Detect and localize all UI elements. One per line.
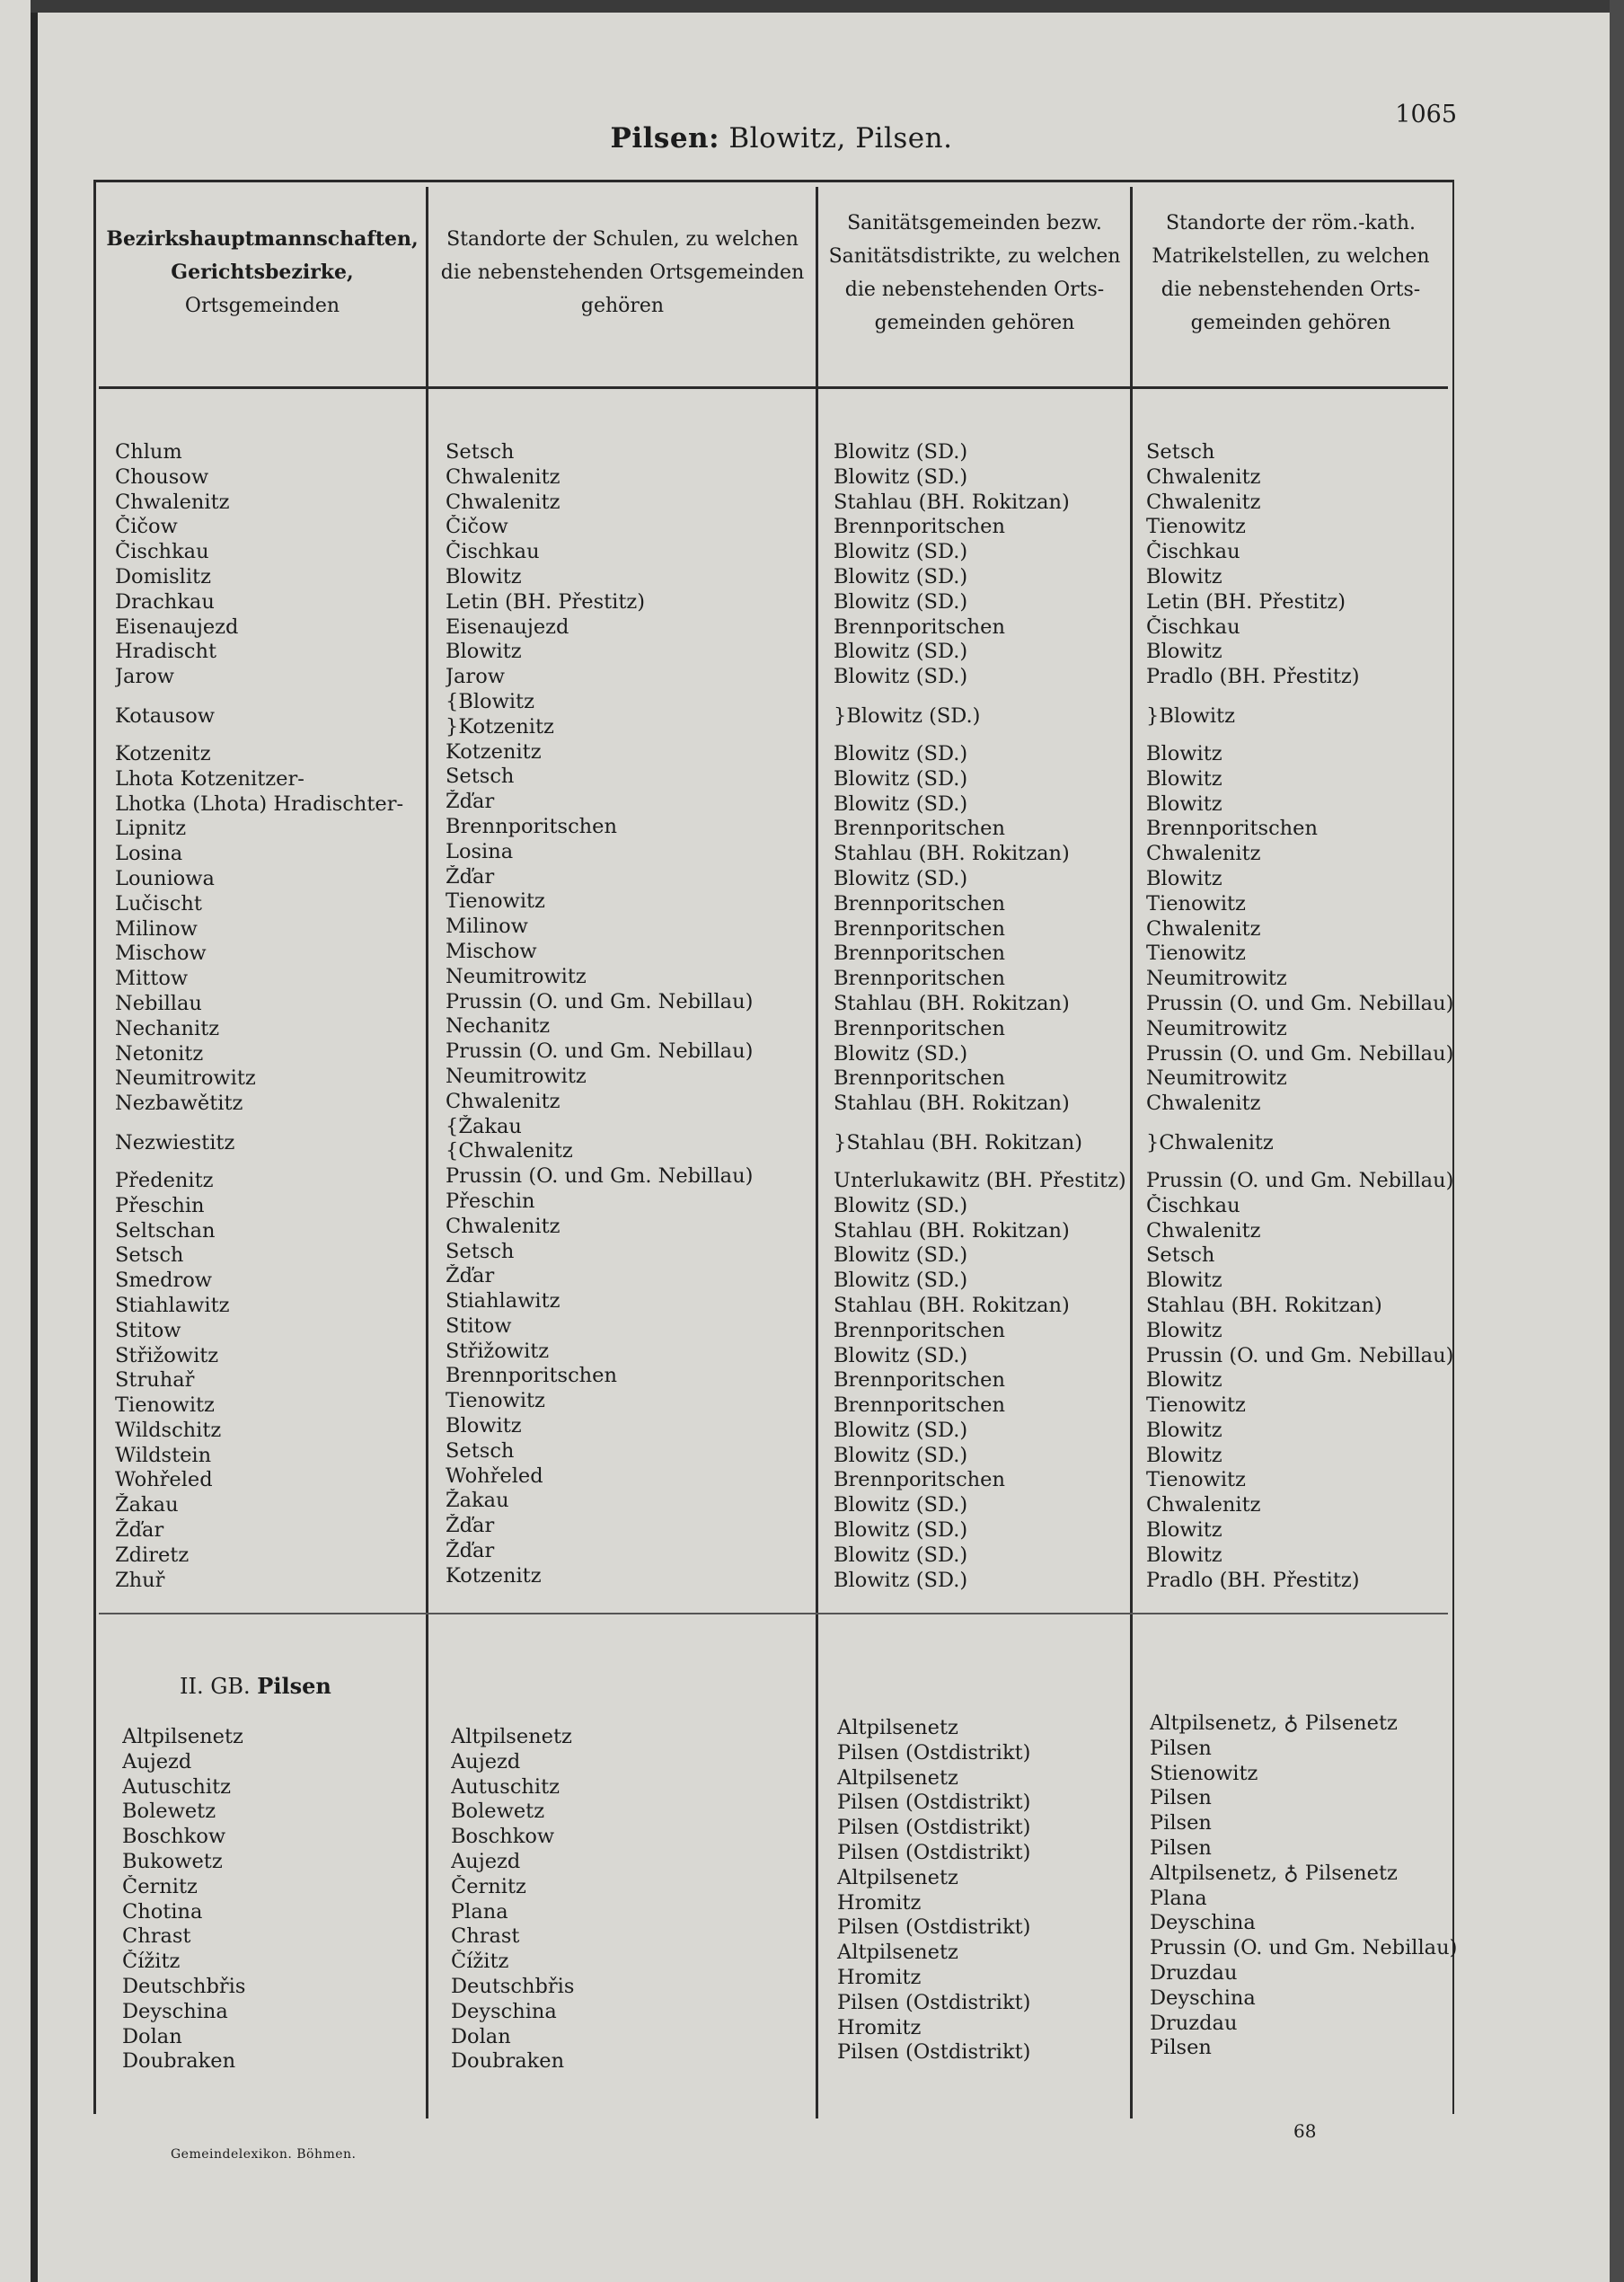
table-cell: Kotzenitz [446, 1563, 542, 1588]
table-cell: Setsch [446, 1239, 515, 1263]
section2-title [180, 1673, 331, 1699]
table-cell: Blowitz (SD.) [834, 766, 968, 791]
table-cell: Tienowitz [1146, 942, 1246, 966]
section1-matrikel-column [1146, 440, 1453, 1593]
table-cell: Deyschina [1150, 1911, 1256, 1935]
table-cell: Chwalenitz [115, 490, 230, 514]
table-cell: Setsch [446, 1438, 515, 1463]
table-cell: Brennporitschen [834, 515, 1005, 539]
table-cell: Bukowetz [122, 1849, 223, 1873]
table-cell: Žďar [446, 1539, 495, 1563]
table-cell: Blowitz [1146, 1418, 1222, 1442]
table-cell: Blowitz [446, 564, 522, 588]
header-rule [99, 386, 1448, 389]
table-cell: Chrast [122, 1924, 191, 1949]
table-cell: Altpilsenetz [122, 1725, 243, 1748]
table-cell: Blowitz (SD.) [834, 1418, 968, 1442]
table-cell: Neumitrowitz [115, 1066, 256, 1091]
table-cell: Pradlo (BH. Přestitz) [1146, 665, 1360, 689]
table-cell: Jarow [446, 665, 505, 689]
table-cell: Stahlau (BH. Rokitzan) [834, 991, 1070, 1015]
table-cell: Milinow [446, 915, 528, 939]
table-cell: Blowitz [1146, 640, 1222, 664]
table-cell: {Blowitz [446, 689, 534, 713]
table-cell: Čížitz [451, 1950, 509, 1974]
table-cell: Chwalenitz [1146, 1218, 1261, 1243]
section2-title-prefix: II. GB. [180, 1674, 251, 1699]
section1-schulen-column [446, 440, 753, 1589]
page-title-bold: Pilsen: [610, 122, 720, 155]
table-cell: Přeschin [446, 1189, 535, 1213]
table-cell: Čischkau [446, 540, 540, 564]
table-cell: Brennporitschen [834, 1066, 1005, 1091]
table-cell: Altpilsenetz, ♁ Pilsenetz [1150, 1861, 1398, 1885]
table-cell: Čičow [446, 515, 508, 539]
table-cell: Blowitz (SD.) [834, 640, 968, 664]
table-cell: Pilsen (Ostdistrikt) [837, 1840, 1031, 1864]
table-cell: Brennporitschen [834, 891, 1005, 915]
table-cell: Aujezd [451, 1849, 521, 1873]
table-cell: Chwalenitz [1146, 1092, 1261, 1116]
table-cell: Stahlau (BH. Rokitzan) [834, 1092, 1070, 1116]
table-cell: Hromitz [837, 1890, 922, 1915]
table-cell: Žďar [446, 1264, 495, 1288]
table-cell: Chwalenitz [1146, 916, 1261, 941]
table-cell: Unterlukawitz (BH. Přestitz) [834, 1168, 1126, 1192]
table-cell: Pilsen [1150, 1835, 1212, 1860]
table-cell: Zdiretz [115, 1543, 190, 1567]
table-cell: }Blowitz [1146, 703, 1235, 728]
table-cell: Čischkau [115, 540, 209, 564]
table-cell: Blowitz (SD.) [834, 540, 968, 564]
table-cell: Nezwiestitz [115, 1130, 235, 1154]
table-cell: Žďar [446, 1514, 495, 1538]
table-cell: Chwalenitz [446, 1089, 560, 1113]
table-cell: Wildstein [115, 1443, 212, 1467]
table-cell: Milinow [115, 916, 198, 941]
table-cell: Střižowitz [115, 1343, 219, 1367]
table-cell: Tienowitz [1146, 1393, 1246, 1418]
footer-source: Gemeindelexikon. Böhmen. [171, 2147, 357, 2162]
table-cell: Stahlau (BH. Rokitzan) [834, 1218, 1070, 1243]
table-cell: Tienowitz [446, 889, 545, 914]
section2-title-bold: Pilsen [257, 1673, 331, 1699]
table-cell: Blowitz (SD.) [834, 1343, 968, 1367]
section2-schulen-column [451, 1725, 574, 2074]
table-cell: Brennporitschen [834, 942, 1005, 966]
table-cell: Brennporitschen [834, 1393, 1005, 1418]
table-cell: Prussin (O. und Gm. Nebillau) [1146, 1343, 1454, 1367]
table-cell: {Žakau [446, 1114, 522, 1138]
column-header-line: die nebenstehenden Orts- [1161, 279, 1421, 301]
table-cell: Brennporitschen [834, 1318, 1005, 1342]
table-cell: Setsch [1146, 440, 1215, 464]
table-cell: Setsch [115, 1243, 184, 1268]
table-cell: Prussin (O. und Gm. Nebillau) [446, 989, 754, 1013]
table-cell: Dolan [451, 2024, 511, 2048]
table-cell: Neumitrowitz [1146, 1016, 1287, 1040]
table-cell: Letin (BH. Přestitz) [1146, 589, 1346, 614]
table-cell: Plana [451, 1899, 508, 1924]
column-header-line: die nebenstehenden Ortsgemeinden [440, 261, 805, 284]
table-cell: Altpilsenetz [837, 1765, 958, 1790]
table-cell: Lipnitz [115, 817, 187, 841]
table-cell: Altpilsenetz [837, 1941, 958, 1965]
table-cell: Mischow [446, 939, 537, 963]
table-cell: Neumitrowitz [446, 964, 587, 988]
table-cell: Pilsen [1150, 1811, 1212, 1835]
table-cell: Mittow [115, 967, 189, 991]
table-cell: Čischkau [1146, 615, 1240, 639]
table-cell: Hromitz [837, 2015, 922, 2039]
table-cell: Pradlo (BH. Přestitz) [1146, 1568, 1360, 1592]
table-cell: Brennporitschen [834, 967, 1005, 991]
table-cell: Chwalenitz [1146, 490, 1261, 514]
table-cell: Autuschitz [122, 1774, 232, 1799]
table-cell: Střižowitz [446, 1339, 550, 1363]
section2-ortsgemeinden-column [122, 1725, 245, 2074]
table-cell: Stiahlawitz [115, 1293, 230, 1317]
table-cell: Doubraken [122, 2049, 236, 2074]
column-header-line: gemeinden gehören [1190, 312, 1391, 334]
table-cell: Lhota Kotzenitzer- [115, 766, 304, 791]
right-edge-shadow [1610, 0, 1624, 2282]
table-cell: Blowitz [1146, 1443, 1222, 1467]
table-cell: Pilsen [1150, 1786, 1212, 1810]
table-cell: Struhař [115, 1368, 195, 1393]
table-cell: Chwalenitz [446, 1214, 560, 1238]
column-divider-3 [1130, 187, 1133, 2118]
table-cell: Zhuř [115, 1568, 165, 1592]
table-cell: Hromitz [837, 1965, 922, 1989]
table-cell: Stahlau (BH. Rokitzan) [1146, 1293, 1382, 1317]
table-cell: Chousow [115, 464, 209, 489]
table-cell: Setsch [1146, 1243, 1215, 1268]
table-cell: Seltschan [115, 1218, 216, 1243]
table-cell: Aujezd [122, 1749, 192, 1773]
top-edge-shadow [31, 0, 1624, 13]
table-cell: Nechanitz [446, 1014, 551, 1039]
table-cell: Čischkau [1146, 1193, 1240, 1217]
table-cell: Netonitz [115, 1041, 204, 1066]
table-cell: Tienowitz [1146, 1468, 1246, 1492]
column-header-line: die nebenstehenden Orts- [844, 279, 1105, 301]
table-cell: Prussin (O. und Gm. Nebillau) [1146, 1041, 1454, 1066]
table-cell: Žakau [115, 1493, 179, 1517]
table-cell: Aujezd [451, 1749, 521, 1773]
table-cell: Chotina [122, 1899, 203, 1924]
table-cell: Blowitz [446, 640, 522, 664]
table-cell: Drachkau [115, 589, 215, 614]
table-cell: Lhotka (Lhota) Hradischter- [115, 792, 404, 816]
column-header-schulen [429, 223, 816, 323]
table-cell: Blowitz (SD.) [834, 589, 968, 614]
table-cell: Brennporitschen [834, 1368, 1005, 1393]
table-cell: Blowitz [1146, 1269, 1222, 1293]
column-header-matrikel [1134, 207, 1448, 340]
table-cell: Prussin (O. und Gm. Nebillau) [446, 1039, 754, 1064]
book-spine-shadow [31, 0, 38, 2282]
table-cell: Blowitz (SD.) [834, 1269, 968, 1293]
column-header-line: Sanitätsdistrikte, zu welchen [828, 245, 1121, 268]
table-cell: Žďar [446, 790, 495, 814]
table-cell: Smedrow [115, 1269, 213, 1293]
table-cell: Žďar [446, 864, 495, 889]
table-cell: Nebillau [115, 991, 202, 1015]
table-cell: Tienowitz [1146, 891, 1246, 915]
table-cell: Chwalenitz [1146, 842, 1261, 866]
table-cell: Pilsen (Ostdistrikt) [837, 2040, 1031, 2065]
column-header-sanitaet [819, 207, 1130, 340]
table-cell: Blowitz (SD.) [834, 665, 968, 689]
table-cell: Černitz [451, 1874, 526, 1898]
table-cell: Blowitz [1146, 1518, 1222, 1543]
table-cell: Blowitz [1146, 1543, 1222, 1567]
table-cell: Setsch [446, 765, 515, 789]
table-cell: Bolewetz [451, 1800, 545, 1824]
table-cell: Neumitrowitz [446, 1064, 587, 1088]
table-cell: Blowitz [1146, 564, 1222, 588]
table-cell: }Kotzenitz [446, 714, 554, 739]
table-cell: Blowitz [1146, 741, 1222, 765]
table-cell: Altpilsenetz [451, 1725, 572, 1748]
table-cell: Jarow [115, 665, 174, 689]
table-cell: }Blowitz (SD.) [834, 703, 981, 728]
table-cell: Kotzenitz [115, 741, 211, 765]
table-cell: Chlum [115, 440, 182, 464]
table-cell: Brennporitschen [834, 817, 1005, 841]
table-cell: Stitow [115, 1318, 181, 1342]
footer-signature: 68 [1293, 2120, 1317, 2142]
table-cell: Blowitz (SD.) [834, 1041, 968, 1066]
table-cell: Louniowa [115, 866, 215, 890]
table-cell: Pilsen (Ostdistrikt) [837, 1791, 1031, 1815]
table-cell: Chwalenitz [446, 464, 560, 489]
section1-ortsgemeinden-column [115, 440, 403, 1593]
table-cell: Přeschin [115, 1193, 205, 1217]
page-number: 1065 [1395, 101, 1457, 128]
table-cell: Brennporitschen [834, 615, 1005, 639]
table-cell: Blowitz [1146, 1368, 1222, 1393]
section1-sanitaet-column [834, 440, 1126, 1593]
table-cell: {Chwalenitz [446, 1139, 573, 1163]
table-cell: Blowitz (SD.) [834, 1243, 968, 1268]
table-cell: Tienowitz [115, 1393, 215, 1418]
table-cell: Losina [115, 842, 183, 866]
table-cell: Pilsen (Ostdistrikt) [837, 1740, 1031, 1765]
table-cell: Wohřeled [115, 1468, 213, 1492]
table-cell: Žakau [446, 1489, 509, 1513]
table-cell: Domislitz [115, 564, 211, 588]
table-cell: Brennporitschen [834, 1468, 1005, 1492]
table-cell: Doubraken [451, 2049, 565, 2074]
table-cell: Pilsen (Ostdistrikt) [837, 1990, 1031, 2014]
table-cell: Pilsen (Ostdistrikt) [837, 1816, 1031, 1840]
table-cell: Blowitz [1146, 792, 1222, 816]
column-header-line: Bezirkshauptmannschaften, [106, 227, 419, 251]
table-cell: Deyschina [451, 1999, 557, 2023]
table-cell: Blowitz [446, 1414, 522, 1438]
table-cell: Černitz [122, 1874, 198, 1898]
table-cell: Nechanitz [115, 1016, 220, 1040]
table-cell: Setsch [446, 440, 515, 464]
table-cell: Plana [1150, 1886, 1207, 1910]
table-cell: Prussin (O. und Gm. Nebillau) [1146, 991, 1454, 1015]
column-header-line: Matrikelstellen, zu welchen [1152, 245, 1430, 268]
table-cell: Stitow [446, 1313, 512, 1338]
column-divider-2 [816, 187, 818, 2118]
table-cell: Chwalenitz [1146, 464, 1261, 489]
table-cell: Boschkow [451, 1825, 555, 1849]
table-cell: Eisenaujezd [115, 615, 239, 639]
table-cell: Letin (BH. Přestitz) [446, 589, 646, 614]
table-cell: Deutschbřis [451, 1974, 575, 1998]
table-cell: Blowitz [1146, 1318, 1222, 1342]
table-cell: Blowitz (SD.) [834, 1493, 968, 1517]
section2-matrikel-column [1150, 1712, 1457, 2061]
table-cell: Mischow [115, 942, 207, 966]
table-cell: Brennporitschen [446, 1364, 617, 1388]
table-cell: Čížitz [122, 1950, 181, 1974]
table-cell: Blowitz [1146, 866, 1222, 890]
table-cell: Stienowitz [1150, 1761, 1258, 1785]
table-cell: Kotausow [115, 703, 216, 728]
column-header-ortsgemeinden [99, 223, 426, 323]
table-cell: Brennporitschen [834, 1016, 1005, 1040]
table-cell: Stahlau (BH. Rokitzan) [834, 842, 1070, 866]
column-header-line: Ortsgemeinden [184, 295, 340, 317]
table-cell: Čischkau [1146, 540, 1240, 564]
column-header-line: Sanitätsgemeinden bezw. [847, 212, 1102, 234]
table-cell: Chrast [451, 1924, 520, 1949]
table-cell: Blowitz (SD.) [834, 1443, 968, 1467]
table-cell: Prussin (O. und Gm. Nebillau) [1146, 1168, 1454, 1192]
table-cell: Stiahlawitz [446, 1289, 560, 1313]
table-cell: Prussin (O. und Gm. Nebillau) [446, 1164, 754, 1189]
table-cell: }Chwalenitz [1146, 1130, 1274, 1154]
table-cell: Deyschina [1150, 1986, 1256, 2010]
table-cell: Altpilsenetz [837, 1716, 958, 1739]
table-cell: Kotzenitz [446, 739, 542, 764]
table-cell: Druzdau [1150, 1960, 1238, 1985]
table-cell: Druzdau [1150, 2011, 1238, 2035]
table-cell: Wohřeled [446, 1464, 543, 1488]
table-cell: Blowitz (SD.) [834, 440, 968, 464]
table-cell: Žďar [115, 1518, 164, 1543]
table-cell: Blowitz [1146, 766, 1222, 791]
column-header-line: gehören [580, 295, 665, 317]
table-cell: Deutschbřis [122, 1974, 246, 1998]
table-cell: Brennporitschen [446, 814, 617, 838]
table-cell: Altpilsenetz [837, 1865, 958, 1889]
table-cell: Wildschitz [115, 1418, 222, 1442]
table-cell: Blowitz (SD.) [834, 1543, 968, 1567]
table-cell: Brennporitschen [1146, 817, 1318, 841]
table-cell: Altpilsenetz, ♁ Pilsenetz [1150, 1712, 1398, 1735]
table-cell: Tienowitz [1146, 515, 1246, 539]
table-cell: Pilsen [1150, 2036, 1212, 2060]
table-cell: Blowitz (SD.) [834, 1193, 968, 1217]
table-cell: Bolewetz [122, 1800, 216, 1824]
table-cell: Autuschitz [451, 1774, 560, 1799]
table-cell: Brennporitschen [834, 916, 1005, 941]
table-cell: Blowitz (SD.) [834, 866, 968, 890]
table-cell: Předenitz [115, 1168, 214, 1192]
table-cell: Blowitz (SD.) [834, 1518, 968, 1543]
table-cell: Stahlau (BH. Rokitzan) [834, 1293, 1070, 1317]
table-cell: Blowitz (SD.) [834, 1568, 968, 1592]
table-cell: Tienowitz [446, 1389, 545, 1413]
table-cell: Nezbawětitz [115, 1092, 243, 1116]
table-cell: Blowitz (SD.) [834, 741, 968, 765]
table-cell: Stahlau (BH. Rokitzan) [834, 490, 1070, 514]
table-cell: Pilsen (Ostdistrikt) [837, 1915, 1031, 1940]
table-cell: Boschkow [122, 1825, 226, 1849]
column-header-line: Gerichtsbezirke, [171, 261, 354, 284]
table-cell: Prussin (O. und Gm. Nebillau) [1150, 1936, 1458, 1960]
column-header-line: Standorte der röm.-kath. [1165, 212, 1416, 234]
table-cell: Deyschina [122, 1999, 228, 2023]
table-cell: Losina [446, 839, 514, 863]
page-title-rest: Blowitz, Pilsen. [728, 122, 953, 155]
table-cell: Eisenaujezd [446, 615, 569, 639]
table-cell: Dolan [122, 2024, 182, 2048]
table-cell: Blowitz (SD.) [834, 564, 968, 588]
table-cell: Blowitz (SD.) [834, 464, 968, 489]
table-cell: Chwalenitz [1146, 1493, 1261, 1517]
table-cell: Čičow [115, 515, 178, 539]
table-cell: Chwalenitz [446, 490, 560, 514]
table-cell: Neumitrowitz [1146, 967, 1287, 991]
column-divider-1 [426, 187, 428, 2118]
table-cell: }Stahlau (BH. Rokitzan) [834, 1130, 1083, 1154]
page-title [539, 122, 1024, 155]
table-cell: Pilsen [1150, 1736, 1212, 1760]
table-cell: Lučischt [115, 891, 202, 915]
section-rule [99, 1613, 1448, 1614]
table-cell: Blowitz (SD.) [834, 792, 968, 816]
column-header-line: gemeinden gehören [874, 312, 1075, 334]
column-header-line: Standorte der Schulen, zu welchen [446, 228, 799, 251]
table-cell: Hradischt [115, 640, 217, 664]
table-cell: Neumitrowitz [1146, 1066, 1287, 1091]
section2-sanitaet-column [837, 1716, 1030, 2065]
